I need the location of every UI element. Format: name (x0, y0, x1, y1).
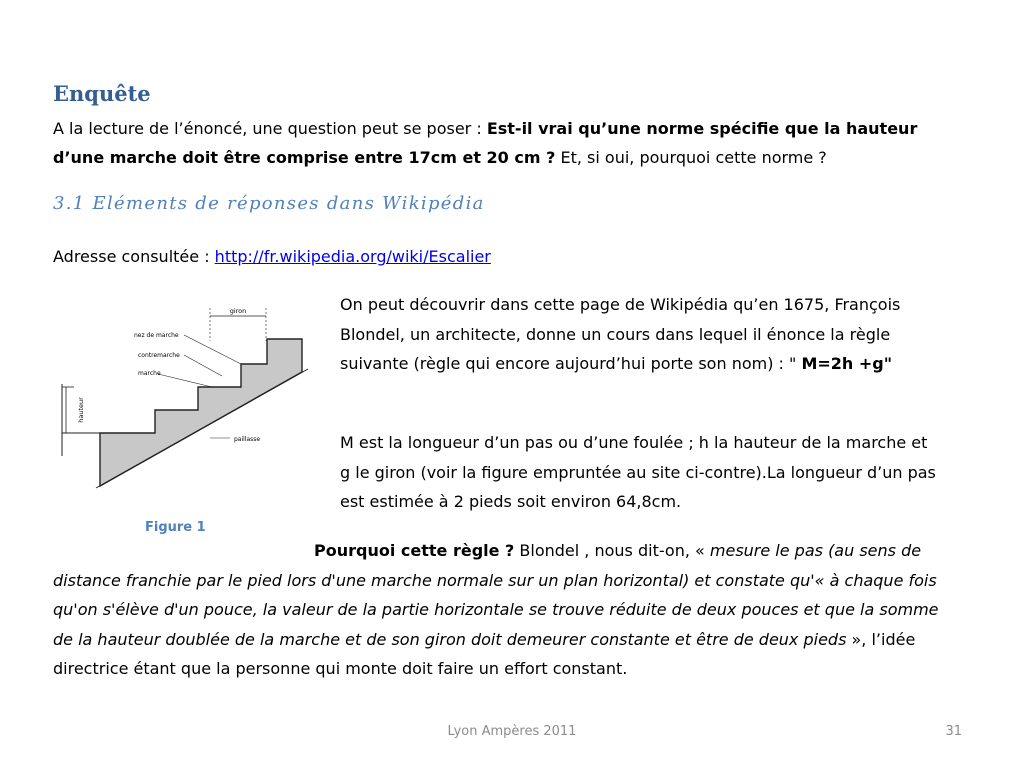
intro-tail: Et, si oui, pourquoi cette norme ? (555, 148, 827, 167)
right-p1-text: On peut découvrir dans cette page de Wikipédia qu’en 1675, François Blondel, un architecte, donne un cours dans lequel il énonce la règle suivante (règle qui encore aujourd’hui porte son nom) : " (340, 295, 901, 373)
right-paragraph-1 (340, 290, 940, 379)
label-paillasse: paillasse (234, 436, 261, 443)
figure-caption: Figure 1 (145, 520, 206, 535)
wikipedia-link[interactable]: http://fr.wikipedia.org/wiki/Escalier (214, 247, 491, 266)
leader-marche (158, 374, 212, 387)
page-number: 31 (945, 724, 962, 739)
label-nez-de-marche: nez de marche (134, 332, 179, 339)
intro-question: Est-il vrai qu’une norme spécifie que la hauteur d’une marche doit être comprise entre 17cm et 20 cm ? (53, 119, 918, 167)
label-marche: marche (138, 370, 161, 377)
address-label: Adresse consultée : (53, 247, 215, 266)
label-hauteur: hauteur (77, 397, 85, 423)
label-giron: giron (229, 307, 247, 315)
label-contremarche: contremarche (138, 352, 180, 359)
footer-center: Lyon Ampères 2011 (447, 724, 577, 739)
page-heading: Enquête (53, 81, 151, 106)
staircase-figure (52, 296, 314, 508)
final-paragraph (53, 536, 953, 684)
intro-lead: A la lecture de l’énoncé, une question peut se poser : (53, 119, 487, 138)
final-italic-2: « à chaque fois qu'on s'élève d'un pouce, la valeur de la partie horizontale se trouve réduite de deux pouces et que la somme de la hauteur doublée de la marche et de son giron doit demeurer constante et être de deux pieds (53, 570, 939, 649)
blondel-formula: M=2h +g" (801, 354, 893, 373)
final-intro: Blondel , nous dit-on, « (514, 541, 710, 560)
right-paragraph-2: M est la longueur d’un pas ou d’une foulée ; h la hauteur de la marche et g le giron (voir la figure empruntée au site ci-contre).La longueur d’un pas est estimée à 2 pieds soit environ 64,8cm. (340, 433, 936, 511)
final-closing: », l’idée directrice étant que la personne qui monte doit faire un effort constant. (53, 629, 916, 678)
section-title: 3.1 Eléments de réponses dans Wikipédia (53, 193, 485, 214)
final-question: Pourquoi cette règle ? (314, 541, 515, 560)
address-line (53, 242, 953, 271)
stair-body (100, 339, 302, 486)
final-italic-1: mesure le pas (au sens de distance franchie par le pied lors d'une marche normale sur un plan horizontal) et constate qu' (53, 541, 922, 590)
leader-contremarche (184, 355, 222, 376)
intro-paragraph (53, 114, 953, 172)
